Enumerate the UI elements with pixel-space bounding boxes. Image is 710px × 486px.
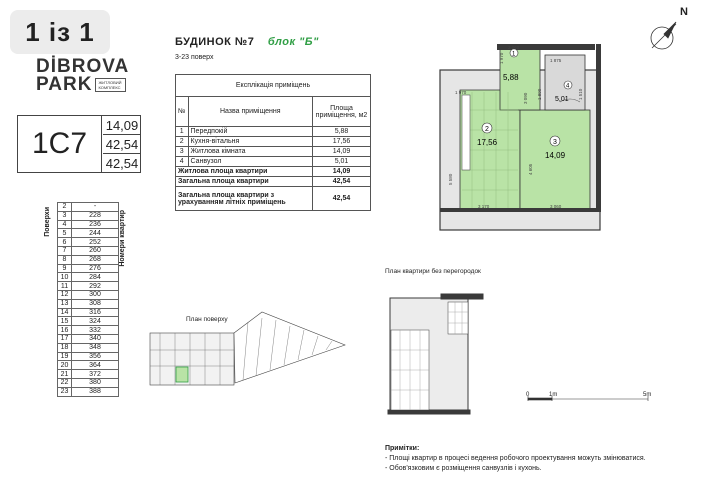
apartment-plan [440, 44, 601, 230]
area-summer: 42,54 [105, 155, 139, 171]
dim-label: 3 170 [478, 204, 490, 209]
apartment-number: 380 [72, 378, 119, 387]
scale-one: 1m [549, 392, 558, 398]
dim-label: 1 890 [537, 88, 542, 100]
floor-number: 17 [58, 334, 72, 343]
page-counter-badge: 1 із 1 [10, 10, 110, 54]
dim-label: 1 875 [550, 58, 562, 63]
floor-number: 14 [58, 308, 72, 317]
floor-number: 21 [58, 370, 72, 379]
room-3-living [520, 110, 590, 210]
apartment-number: 308 [72, 299, 119, 308]
floor-number: 7 [58, 246, 72, 255]
apartment-number: 340 [72, 334, 119, 343]
dim-label: 1 970 [499, 52, 504, 64]
apartment-number: 332 [72, 326, 119, 335]
room-4-area: 5,01 [555, 96, 569, 103]
total-area-row: Загальна площа квартири 42,54 [176, 177, 371, 187]
apartment-number: 300 [72, 290, 119, 299]
scale-bar [528, 396, 648, 401]
apartment-number: 260 [72, 246, 119, 255]
floor-number: 10 [58, 273, 72, 282]
apartment-number: 268 [72, 255, 119, 264]
col-area: Площа приміщення, м2 [313, 97, 371, 127]
note-line-1: - Площі квартир в процесі ведення робочого проектування можуть змінюватися. [385, 455, 646, 462]
area-living: 14,09 [103, 116, 141, 135]
house-block: блок "Б" [267, 36, 319, 48]
house-floors: 3-23 поверх [175, 54, 214, 61]
house-number: БУДИНОК №7 [175, 36, 255, 48]
apartment-numbers-label: Номери квартир [119, 210, 126, 267]
apartment-number: 276 [72, 264, 119, 273]
floor-number: 6 [58, 238, 72, 247]
apartment-number: 236 [72, 220, 119, 229]
floor-number: 18 [58, 343, 72, 352]
floor-number: 8 [58, 255, 72, 264]
summer-area-row: Загальна площа квартири з урахуванням літніх приміщень 42,54 [176, 187, 371, 211]
plan-without-partitions [388, 294, 483, 414]
floor-number: 2 [58, 203, 72, 212]
dim-label: 2 060 [508, 45, 520, 50]
apartment-number: 284 [72, 273, 119, 282]
apartment-number: 252 [72, 238, 119, 247]
dim-label: 5 580 [448, 173, 453, 185]
apartment-number: 324 [72, 317, 119, 326]
table-row: 1 Передпокій 5,88 [176, 127, 371, 137]
col-name: Назва приміщення [188, 97, 312, 127]
apartment-number: 348 [72, 343, 119, 352]
floor-plan-label: План поверху [186, 316, 228, 323]
table-row: 2 Кухня-вітальня 17,56 [176, 137, 371, 147]
room-1-number: 1 [512, 51, 516, 58]
living-area-row: Житлова площа квартири 14,09 [176, 167, 371, 177]
floor-number: 9 [58, 264, 72, 273]
logo-line1: DİBROVA [36, 56, 130, 77]
floor-number: 13 [58, 299, 72, 308]
notes-title: Примітки: [385, 445, 420, 452]
room-3-number: 3 [553, 139, 557, 146]
floor-number: 20 [58, 361, 72, 370]
room-4-number: 4 [566, 83, 570, 90]
floor-number: 3 [58, 211, 72, 220]
table-row: 4 Санвузол 5,01 [176, 157, 371, 167]
apartment-number: 372 [72, 370, 119, 379]
floor-number: 15 [58, 317, 72, 326]
compass-icon [651, 22, 676, 49]
scale-five: 5m [643, 392, 652, 398]
logo-line2: PARK [36, 74, 93, 95]
floor-number: 16 [58, 326, 72, 335]
apartment-number: 244 [72, 229, 119, 238]
dim-label: 1 510 [578, 88, 583, 100]
floor-number: 11 [58, 282, 72, 291]
dim-label: 3 090 [523, 92, 528, 104]
no-partitions-plan-label: План квартири без перегородок [385, 268, 481, 275]
floor-number: 5 [58, 229, 72, 238]
apartment-code: 1С7 [18, 116, 102, 172]
logo-tag: ЖИТЛОВИЙ КОМПЛЕКС [95, 78, 126, 92]
area-total: 42,54 [103, 135, 141, 154]
dim-label: 4 605 [528, 163, 533, 175]
room-2-area: 17,56 [477, 138, 498, 147]
floors-column-label: Поверхи [44, 207, 51, 237]
apartment-number: 316 [72, 308, 119, 317]
dim-label: 3 060 [550, 204, 562, 209]
col-number: № [176, 97, 189, 127]
dim-label: 1 970 [455, 90, 467, 95]
apartment-number: 292 [72, 282, 119, 291]
scale-zero: 0 [526, 392, 530, 398]
apartment-number: 228 [72, 211, 119, 220]
note-line-2: - Обов'язковим є розміщення санвузлів і кухонь. [385, 465, 542, 472]
north-label: N [680, 6, 688, 18]
room-2-number: 2 [485, 126, 489, 133]
apartment-number: 364 [72, 361, 119, 370]
room-3-area: 14,09 [545, 151, 566, 160]
explication-title: Експлікація приміщень [176, 75, 371, 97]
apartment-number: - [72, 203, 119, 212]
apartment-number: 388 [72, 387, 119, 396]
floor-number: 23 [58, 387, 72, 396]
apartment-number: 356 [72, 352, 119, 361]
floor-number: 4 [58, 220, 72, 229]
floor-plan-miniature [150, 312, 345, 385]
room-1-area: 5,88 [503, 73, 519, 82]
floor-number: 22 [58, 378, 72, 387]
table-row: 3 Житлова кімната 14,09 [176, 147, 371, 157]
floor-number: 12 [58, 290, 72, 299]
floor-number: 19 [58, 352, 72, 361]
